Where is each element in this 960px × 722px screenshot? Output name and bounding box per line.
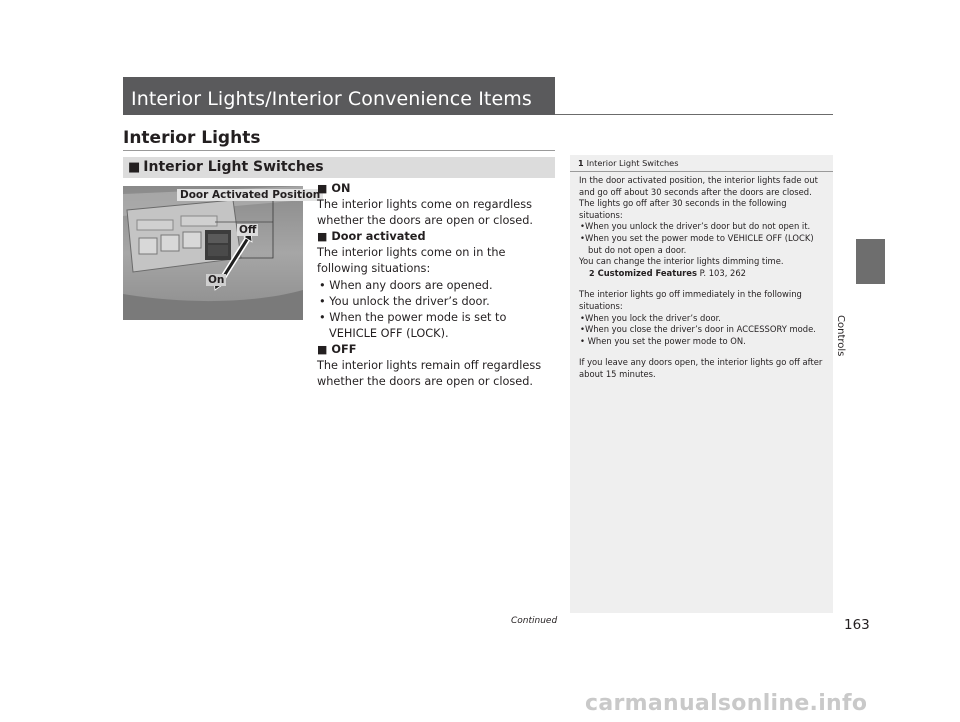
subheading-label: Interior Light Switches	[143, 159, 324, 175]
note-list-item	[579, 324, 825, 336]
figure-label-on: On	[208, 274, 225, 286]
list-item-text: When the power mode is set to VEHICLE OFF (LOCK).	[329, 310, 507, 340]
switch-photo	[123, 186, 303, 320]
square-bullet-icon: ■	[317, 182, 328, 195]
bullet-icon: •	[580, 312, 585, 323]
reference-arrow-icon: 2	[589, 268, 595, 278]
subheading	[128, 159, 324, 175]
body-text	[317, 181, 557, 390]
bullet-icon: •	[580, 335, 585, 346]
bullet-icon: •	[580, 324, 585, 335]
note-paragraph: The interior lights go off immediately in the following situations:	[579, 289, 802, 311]
on-text: The interior lights come on regardless whether the doors are open or closed.	[317, 198, 534, 228]
bullet-icon: •	[580, 221, 585, 232]
square-bullet-icon: ■	[317, 342, 328, 356]
note-list-item	[579, 233, 825, 256]
note-list-item	[579, 336, 825, 348]
list-item	[317, 310, 557, 342]
bullet-icon: •	[319, 278, 326, 292]
note-paragraph: In the door activated position, the interior lights fade out and go off about 30 seconds after the doors are closed.	[579, 175, 818, 197]
bullet-icon: •	[319, 310, 326, 324]
note-list-item	[579, 221, 825, 233]
door-activated-text: The interior lights come on in the following situations:	[317, 246, 506, 276]
note-list-item-text: When you close the driver’s door in ACCESSORY mode.	[584, 324, 816, 335]
on-heading	[317, 181, 557, 197]
cross-reference-pages[interactable]: P. 103, 262	[699, 267, 747, 278]
section-title: Interior Lights/Interior Convenience Items	[131, 88, 532, 110]
on-heading-label: ON	[331, 182, 351, 195]
cross-reference[interactable]	[579, 268, 825, 280]
off-heading-label: OFF	[331, 342, 357, 356]
door-activated-heading	[317, 229, 557, 245]
page-number: 163	[844, 617, 870, 633]
chapter-tab-label: Controls	[835, 315, 846, 357]
list-item-text: You unlock the driver’s door.	[329, 294, 490, 308]
note-list-item-text: When you set the power mode to ON.	[584, 335, 746, 346]
note-list-item	[579, 313, 825, 325]
note-list-item-text: When you unlock the driver’s door but do not open it.	[584, 221, 811, 232]
list-item	[317, 294, 557, 310]
note-marker-icon: 1	[578, 159, 584, 168]
door-heading-label: Door activated	[331, 230, 426, 244]
note-list-item-text: When you set the power mode to VEHICLE OFF (LOCK) but do not open a door.	[584, 232, 814, 255]
list-item	[317, 278, 557, 294]
cross-reference-title[interactable]: Customized Features	[597, 267, 697, 278]
list-item-text: When any doors are opened.	[329, 278, 493, 292]
heading-rule	[123, 150, 555, 151]
figure-label-door-activated: Door Activated Position	[177, 189, 323, 201]
square-bullet-icon: ■	[317, 230, 328, 244]
note-paragraph: If you leave any doors open, the interior lights go off after about 15 minutes.	[579, 357, 823, 379]
page-heading: Interior Lights	[123, 128, 261, 148]
watermark: carmanualsonline.info	[585, 691, 868, 716]
chapter-tab	[856, 239, 885, 284]
title-rule	[555, 114, 833, 115]
bullet-icon: •	[580, 232, 585, 243]
square-bullet-icon: ■	[128, 160, 141, 175]
note-list-item-text: When you lock the driver’s door.	[584, 312, 721, 323]
note-paragraph: The lights go off after 30 seconds in the following situations:	[579, 198, 787, 220]
figure-label-off: Off	[239, 224, 257, 236]
off-heading	[317, 342, 557, 358]
off-text: The interior lights remain off regardless whether the doors are open or closed.	[317, 359, 542, 389]
note-body	[579, 175, 825, 381]
note-title	[578, 158, 678, 168]
bullet-icon: •	[319, 294, 326, 308]
continued-label: Continued	[511, 616, 558, 626]
note-paragraph: You can change the interior lights dimming time.	[579, 256, 784, 267]
note-title-label: Interior Light Switches	[586, 158, 679, 168]
